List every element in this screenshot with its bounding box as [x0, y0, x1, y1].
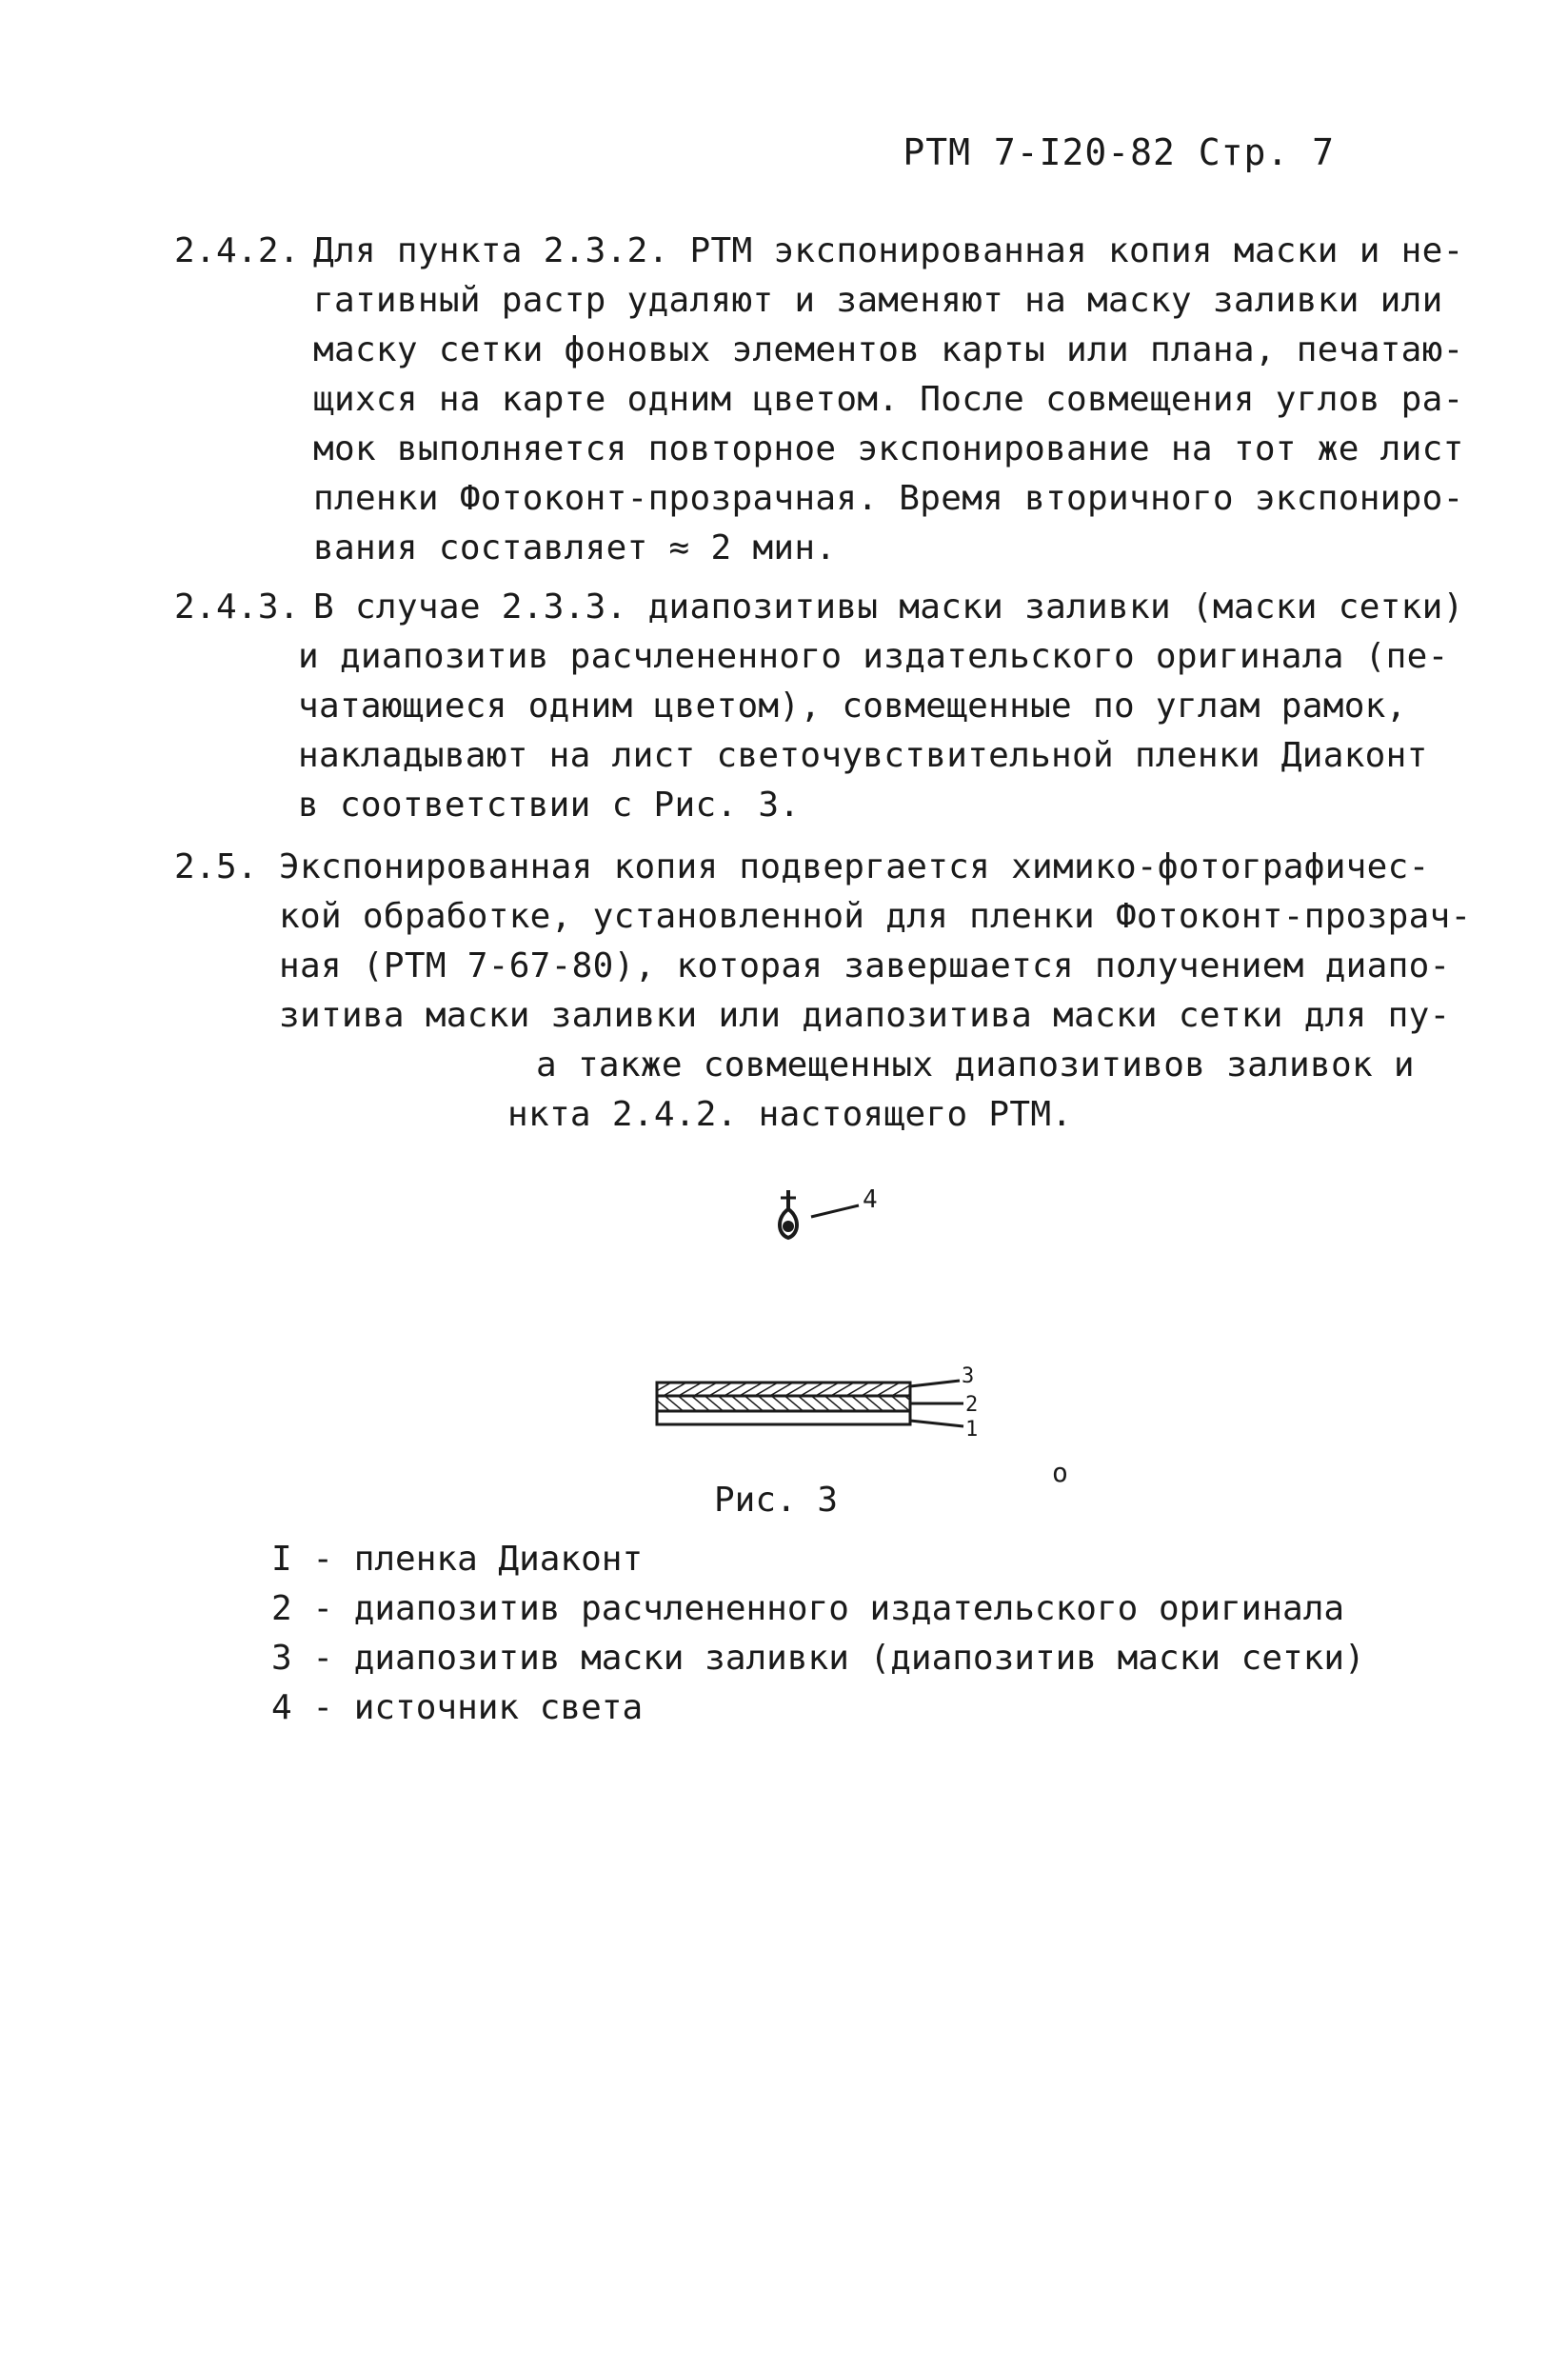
text-line: а также совмещенных диапозитивов заливок и: [536, 1045, 1415, 1085]
text-line: щихся на карте одним цветом. После совмещения углов ра-: [313, 380, 1464, 419]
layer-stack: [657, 1383, 910, 1424]
leader-line-1: [910, 1421, 963, 1426]
section-2-4-2: [174, 227, 1464, 573]
section-number: 2.5.: [174, 847, 258, 886]
text-line: В случае 2.3.3. диапозитивы маски заливки (маски сетки): [313, 587, 1464, 627]
label-2: 2: [965, 1393, 979, 1417]
text-line: накладывают на лист светочувствительной пленки Диаконт: [298, 736, 1428, 775]
legend-item: 4 - источник света: [271, 1688, 644, 1727]
text-line: маску сетки фоновых элементов карты или плана, печатаю-: [313, 330, 1464, 369]
section-number: 2.4.2.: [174, 231, 300, 270]
layer-2: [657, 1396, 910, 1411]
section-number: 2.4.3.: [174, 587, 300, 627]
label-1: 1: [965, 1418, 979, 1442]
text-line: и диапозитив расчлененного издательского оригинала (пе-: [298, 637, 1449, 676]
figure-caption: Рис. 3: [714, 1481, 839, 1520]
layer-1: [657, 1411, 910, 1424]
section-2-4-3: [174, 583, 1464, 830]
label-4: 4: [863, 1185, 878, 1214]
figure-3-diagram: [609, 1171, 1066, 1485]
text-line: чатающиеся одним цветом), совмещенные по углам рамок,: [298, 687, 1407, 726]
text-line: гативный растр удаляют и заменяют на маску заливки или: [313, 281, 1443, 320]
legend-item: 2 - диапозитив расчлененного издательского оригинала: [271, 1589, 1345, 1628]
text-line: в соответствии с Рис. 3.: [298, 786, 801, 825]
figure-legend: [271, 1535, 1365, 1733]
legend-item: I - пленка Диаконт: [271, 1540, 644, 1579]
stray-mark: о: [1052, 1457, 1068, 1488]
text-line: вания составляет ≈ 2 мин.: [313, 528, 837, 567]
text-line: кой обработке, установленной для пленки Фотоконт-прозрач-: [279, 897, 1472, 936]
leader-line-4: [811, 1205, 859, 1217]
text-line: Для пункта 2.3.2. РТМ экспонированная копия маски и не-: [313, 231, 1464, 270]
text-line: нкта 2.4.2. настоящего РТМ.: [507, 1095, 1073, 1134]
text-line: зитива маски заливки или диапозитива маски сетки для пу-: [279, 996, 1451, 1035]
label-3: 3: [962, 1364, 975, 1388]
text-line: мок выполняется повторное экспонирование на тот же лист: [313, 429, 1464, 468]
legend-item: 3 - диапозитив маски заливки (диапозитив маски сетки): [271, 1639, 1365, 1678]
text-line: Экспонированная копия подвергается химико-фотографичес-: [279, 847, 1430, 886]
page-header: РТМ 7-I20-82 Стр. 7: [903, 131, 1335, 173]
section-2-5: [174, 843, 1472, 1140]
text-line: ная (РТМ 7-67-80), которая завершается получением диапо-: [279, 946, 1451, 985]
layer-3: [657, 1383, 910, 1396]
text-line: пленки Фотоконт-прозрачная. Время вторичного экспониро-: [313, 479, 1464, 518]
light-bulb-icon: [780, 1190, 797, 1238]
leader-line-3: [910, 1381, 960, 1386]
